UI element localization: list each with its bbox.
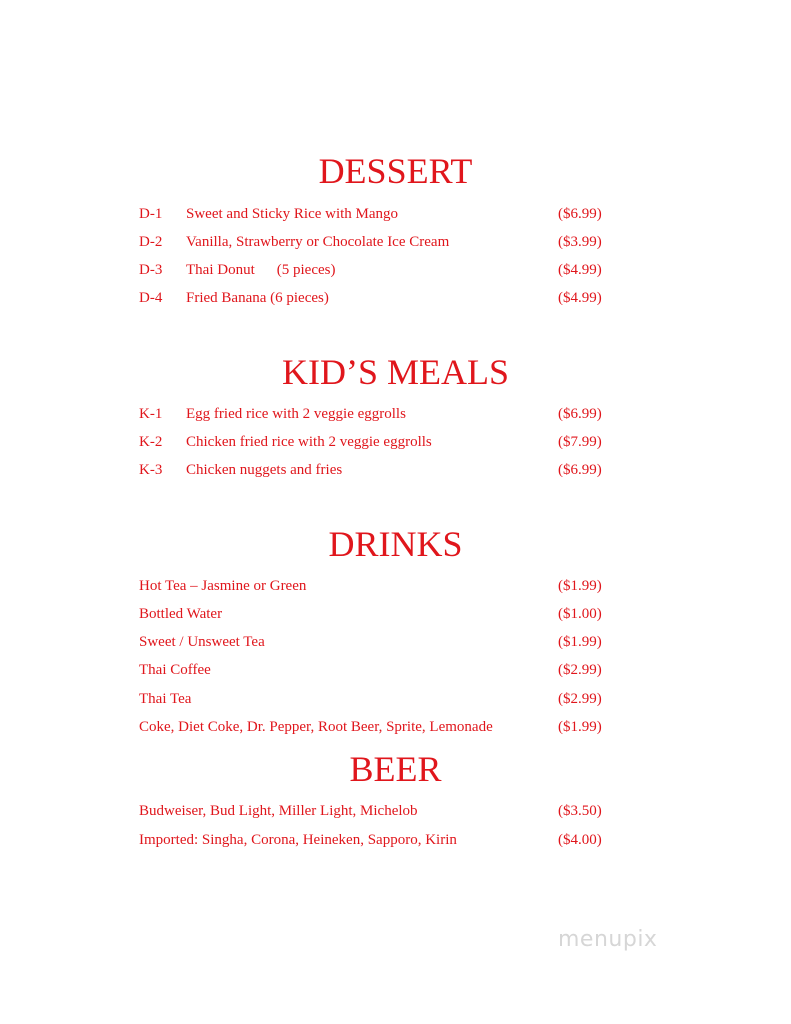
item-price: ($4.00) xyxy=(558,832,602,848)
item-name: Egg fried rice with 2 veggie eggrolls xyxy=(186,406,406,422)
menu-item xyxy=(139,204,609,224)
item-name: Chicken fried rice with 2 veggie eggrolls xyxy=(186,434,432,450)
item-price: ($7.99) xyxy=(558,434,602,450)
item-name: Budweiser, Bud Light, Miller Light, Michelob xyxy=(139,803,418,819)
item-price: ($1.00) xyxy=(558,606,602,622)
item-price: ($1.99) xyxy=(558,634,602,650)
item-price: ($3.99) xyxy=(558,234,602,250)
menu-item xyxy=(139,232,609,252)
item-price: ($1.99) xyxy=(558,719,602,735)
menu-item xyxy=(139,576,609,596)
item-name: Coke, Diet Coke, Dr. Pepper, Root Beer, Sprite, Lemonade xyxy=(139,719,493,735)
item-price: ($6.99) xyxy=(558,206,602,222)
item-extra: (5 pieces) xyxy=(276,262,336,278)
menu-item xyxy=(139,460,609,480)
menu-item xyxy=(139,404,609,424)
item-price: ($1.99) xyxy=(558,578,602,594)
item-name: Thai Donut xyxy=(186,262,255,278)
menu-item xyxy=(139,288,609,308)
menu-item xyxy=(139,689,609,709)
kids-meals-heading: KID’S MEALS xyxy=(281,352,509,392)
dessert-heading: DESSERT xyxy=(318,151,473,191)
menu-item xyxy=(139,660,609,680)
item-name: Chicken nuggets and fries xyxy=(186,462,343,478)
item-code: D-2 xyxy=(139,234,163,250)
menu-item xyxy=(139,801,609,821)
item-code: D-3 xyxy=(139,262,163,278)
item-name: Imported: Singha, Corona, Heineken, Sapporo, Kirin xyxy=(139,832,457,848)
item-name: Sweet / Unsweet Tea xyxy=(139,634,265,650)
item-name: Fried Banana (6 pieces) xyxy=(186,290,329,306)
item-price: ($2.99) xyxy=(558,662,602,678)
drinks-heading: DRINKS xyxy=(328,524,463,564)
item-name: Thai Tea xyxy=(139,691,192,707)
item-price: ($6.99) xyxy=(558,406,602,422)
beer-heading: BEER xyxy=(349,749,442,789)
item-price: ($6.99) xyxy=(558,462,602,478)
menu-item xyxy=(139,830,609,850)
item-name: Bottled Water xyxy=(139,606,223,622)
item-name: Vanilla, Strawberry or Chocolate Ice Cream xyxy=(186,234,450,250)
item-code: K-1 xyxy=(139,406,163,422)
item-price: ($4.99) xyxy=(558,290,602,306)
item-price: ($3.50) xyxy=(558,803,602,819)
menu-item xyxy=(139,717,609,737)
item-code: K-3 xyxy=(139,462,163,478)
item-price: ($2.99) xyxy=(558,691,602,707)
menupix-watermark: menupix xyxy=(558,927,658,952)
menu-item xyxy=(139,260,609,280)
item-name: Sweet and Sticky Rice with Mango xyxy=(186,206,399,222)
menu-item xyxy=(139,632,609,652)
menu-item xyxy=(139,432,609,452)
item-name: Thai Coffee xyxy=(139,662,211,678)
item-code: D-4 xyxy=(139,290,163,306)
item-code: K-2 xyxy=(139,434,163,450)
item-name: Hot Tea – Jasmine or Green xyxy=(139,578,307,594)
menu-item xyxy=(139,604,609,624)
item-price: ($4.99) xyxy=(558,262,602,278)
item-code: D-1 xyxy=(139,206,163,222)
item-name-group xyxy=(186,260,335,280)
